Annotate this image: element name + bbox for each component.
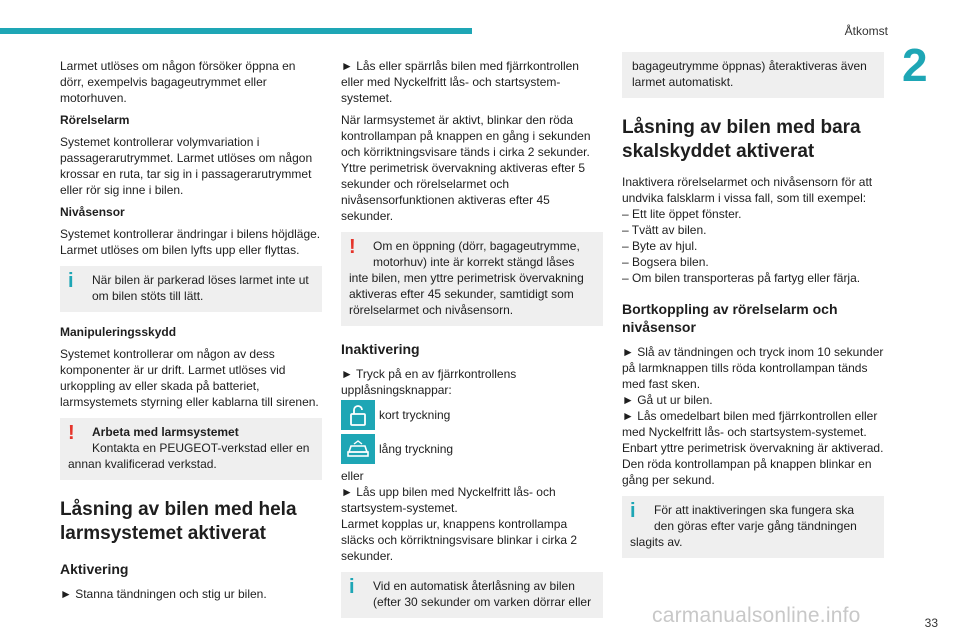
- heading-disconnect: Bortkoppling av rörelselarm och nivåsensor: [622, 301, 838, 335]
- info-text: bagageutrymme öppnas) återaktiveras även larmet automatiskt.: [632, 59, 867, 89]
- paragraph: ► Gå ut ur bilen.: [622, 393, 713, 407]
- heading-activation: Aktivering: [60, 561, 129, 577]
- page-number: 33: [924, 616, 938, 630]
- column-3: [622, 52, 884, 570]
- paragraph: Yttre perimetrisk övervakning aktiveras efter 5 sekunder och rörelselarmet och nivåsensorfunktionen aktiveras efter 45 sekunder.: [341, 161, 586, 223]
- section-title: Åtkomst: [844, 24, 888, 38]
- paragraph: När larmsystemet är aktivt, blinkar den röda kontrollampan på knappen en gång i sekunden och körriktningsvisare tänds i cirka 2 sekunder.: [341, 113, 591, 159]
- chapter-number: 2: [902, 39, 928, 91]
- info-box-continued: [622, 52, 884, 98]
- paragraph: Systemet kontrollerar om någon av dess komponenter är ur drift. Larmet utlöses vid urkoppling av eller skada på batteriet, larmsystemets styrning eller kablarna till sirenen.: [60, 347, 319, 409]
- warning-box: [60, 418, 322, 480]
- header-accent-bar: [0, 28, 472, 34]
- watermark: carmanualsonline.info: [652, 604, 861, 627]
- list-item: – Byte av hjul.: [622, 239, 698, 253]
- paragraph: Larmet kopplas ur, knappens kontrollampa släcks och körriktningsvisare blinkar i cirka 2 sekunder.: [341, 517, 578, 563]
- info-icon: i: [630, 500, 636, 522]
- list-item: – Bogsera bilen.: [622, 255, 709, 269]
- paragraph: ► Tryck på en av fjärrkontrollens upplåsningsknappar:: [341, 367, 517, 397]
- heading-deactivation: Inaktivering: [341, 341, 420, 357]
- subheading-tamper: Manipuleringsskydd: [60, 325, 177, 339]
- list-item: – Om bilen transporteras på fartyg eller färja.: [622, 271, 861, 285]
- subheading-volume: Rörelselarm: [60, 113, 130, 127]
- paragraph: ► Lås eller spärrlås bilen med fjärrkontrollen eller med Nyckelfritt lås- och startsystem-systemet.: [341, 59, 579, 105]
- column-1: [60, 58, 322, 608]
- list-item: – Tvätt av bilen.: [622, 223, 707, 237]
- paragraph: ► Lås upp bilen med Nyckelfritt lås- och startsystem-systemet.: [341, 485, 556, 515]
- heading-shell-alarm: Låsning av bilen med bara skalskyddet aktiverat: [622, 117, 861, 162]
- short-press-label: kort tryckning: [379, 408, 451, 422]
- vehicle-unlock-icon: [341, 434, 375, 464]
- info-text: För att inaktiveringen ska fungera ska den göras efter varje gång tändningen slagits av.: [630, 503, 857, 549]
- example-list: [622, 206, 884, 286]
- warning-icon: !: [68, 422, 75, 444]
- paragraph: ► Slå av tändningen och tryck inom 10 sekunder på larmknappen tills röda kontrollampan tänds med fast sken.: [622, 345, 884, 391]
- info-box: [341, 572, 603, 618]
- paragraph: ► Lås omedelbart bilen med fjärrkontrollen eller med Nyckelfritt lås- och startsystem-systemet.: [622, 409, 878, 439]
- paragraph: Systemet kontrollerar ändringar i bilens höjdläge. Larmet utlöses om bilen lyfts upp eller flyttas.: [60, 227, 321, 257]
- unlock-icon: [341, 400, 375, 430]
- paragraph: Systemet kontrollerar volymvariation i passagerarutrymmet. Larmet utlöses om någon krossar en ruta, tar sig in i passagerarutrymmet eller rör sig inne i bilen.: [60, 135, 313, 197]
- long-press-row: [341, 434, 603, 464]
- paragraph: Larmet utlöses om någon försöker öppna en dörr, exempelvis bagageutrymmet eller motorhuven.: [60, 59, 296, 105]
- paragraph: Enbart yttre perimetrisk övervakning är aktiverad. Den röda kontrollampan på knappen blinkar en gång per sekund.: [622, 441, 884, 487]
- info-box: [60, 266, 322, 312]
- paragraph: Inaktivera rörelselarmet och nivåsensorn för att undvika falsklarm i vissa fall, som till exempel:: [622, 175, 873, 205]
- warning-text: Kontakta en PEUGEOT-verkstad eller en annan kvalificerad verkstad.: [68, 441, 310, 471]
- info-box: [622, 496, 884, 558]
- info-icon: i: [68, 270, 74, 292]
- info-text: När bilen är parkerad löses larmet inte ut om bilen stöts till lätt.: [92, 273, 309, 303]
- long-press-label: lång tryckning: [379, 442, 454, 456]
- paragraph: eller: [341, 469, 364, 483]
- column-2: [341, 58, 603, 630]
- subheading-tilt: Nivåsensor: [60, 205, 125, 219]
- short-press-row: [341, 400, 603, 430]
- list-item: – Ett lite öppet fönster.: [622, 207, 742, 221]
- info-text: Vid en automatisk återlåsning av bilen (efter 30 sekunder om varken dörrar eller: [373, 579, 592, 609]
- heading-full-alarm: Låsning av bilen med hela larmsystemet aktiverat: [60, 499, 297, 544]
- warning-box: [341, 232, 603, 326]
- warning-icon: !: [349, 236, 356, 258]
- warning-title: Arbeta med larmsystemet: [92, 425, 239, 439]
- paragraph: ► Stanna tändningen och stig ur bilen.: [60, 587, 267, 601]
- info-icon: i: [349, 576, 355, 598]
- warning-text: Om en öppning (dörr, bagageutrymme, motorhuv) inte är korrekt stängd låses inte bilen, men yttre perimetrisk övervakning aktiveras efter 45 sekunder, samtidigt som rörelselarmet och nivåsensorn.: [349, 239, 584, 317]
